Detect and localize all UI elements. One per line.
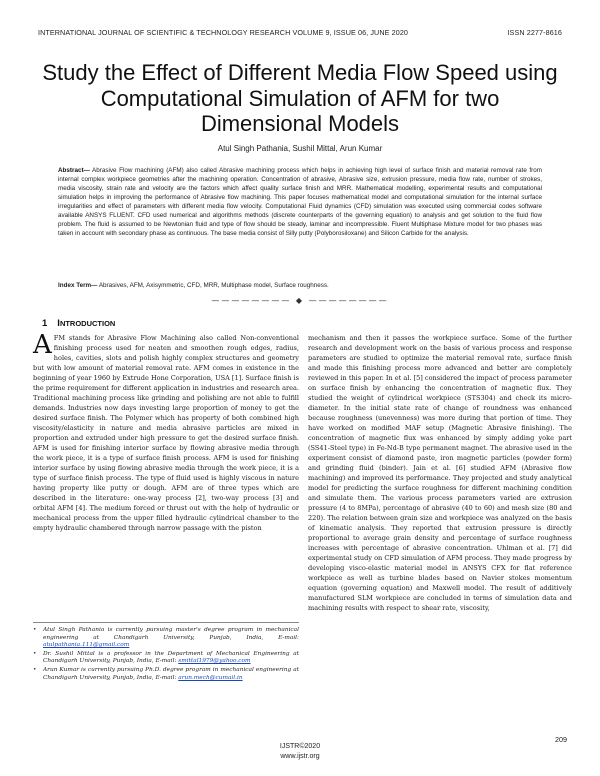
drop-cap: A <box>33 330 52 360</box>
abstract <box>58 166 542 238</box>
footnote-rule <box>33 622 299 623</box>
footnote-item <box>33 667 299 682</box>
paper-title: Study the Effect of Different Media Flow Speed using Computational Simulation of AFM for two Dimensional Models <box>42 60 558 136</box>
section-heading <box>42 318 115 329</box>
intro-paragraph <box>33 330 299 533</box>
author-email-link[interactable]: smittal1979@yahoo.com <box>178 658 251 665</box>
footnote-bullet: • <box>33 650 37 657</box>
section-separator: ———————— ◆ ———————— <box>211 296 389 305</box>
journal-name: INTERNATIONAL JOURNAL OF SCIENTIFIC & TECHNOLOGY RESEARCH VOLUME 9, ISSUE 06, JUNE 2020 <box>38 28 409 37</box>
section-title-initial: I <box>57 318 60 329</box>
index-terms-text: Abrasives, AFM, Axisymmetric, CFD, MRR, Multiphase model, Surface roughness. <box>97 282 329 289</box>
abstract-text: Abrasive Flow machining (AFM) also called Abrasive machining process which helps in achieving high level of surface finish and material removal rate from internal complex workpiece geometries after the machining operation. Concentration of abrasive, Abrasive size, extrusion pressure, media flow rate, number of strokes, media viscosity, strain rate and velocity are the factors which affect quality surface finish and MRR. Mathematical modelling, experimental results and computational simulation helps in improving the performance of Abrasive flow machining. This paper focuses mathematical model and computational simulation for the internal surface irregularities and effect of parameters with different media flow velocity. Computational Fluid dynamics (CFD) simulation was executed using commercial codes software available ANSYS FLUENT. CFD used numerical and algorithms methods (discrete counterparts of the governing equation) to analysis and get solution to the fluid flow problem. The fluid is assumed to be Newtonian fluid and type of flow should be steady, laminar and incompressible. Fluent Multiphase Mixture model for two phases was taken in account with secondary phase as continuous. The base media consist of Silly putty (Polyborosiloxane) and Silicon Carbide for the analysis. <box>58 167 542 238</box>
footnote-text: Arun Kumar is currently pursuing Ph.D. degree program in mechanical engineering at Chandigarh University, Punjab, India, E-mail: <box>43 666 299 681</box>
abstract-label: Abstract— <box>58 167 90 174</box>
right-column <box>308 333 572 613</box>
right-column-paragraph: mechanism and then it passes the workpiece surface. Some of the further research and development work on the basis of various process and response parameters are studied to optimize the material removal rate, surface finish and made this finishing process more advanced and better are completely reviewed in this paper. In et al. [5] considered the impact of process parameter on surface finish by enhancing the concentration of magnetic flux. They studied the weight of cylindrical workpiece (STS304) and check its micro-diameter. In the initial state rate of change of roundness was enhanced because roughness (unevenness) was more during that portion of time. They have worked on modified MAF setup (Magnetic Abrasive finishing). The concentration of magnetic flux was enhanced by simply adding yoke part (SS41-Steel type) in Fe-Nd-B type permanent magnet. The abrasive used in the experiment consist of diamond paste, iron magnetic particles (powder form) and grinding fluid (binder). Jain et al. [6] studied AFM (Abrasive flow machining) and improved its performance. They projected and study analytical model for predicting the surface roughness for different machining condition and simulate them. The various process parameters varied are extrusion pressure (4 to 8MPa), percentage of abrasive (40 to 60) and mesh size (80 and 220). The relation between grain size and workpiece was analyzed on the basis of kinematic analysis. They reported that extrusion pressure is directly proportional to average grain density and percentage of surface roughness increases with percentage of abrasive concentration. Uhlman et al. [7] did experimental study on CFD simulation of AFM process. They made progress by developing visco-elastic material model in ANSYS CFX for flat reference workpiece as well as turbine blades based on Navier stokes momentum equation (governing equation) and Maxwell model. The result of additively manufactured SLM workpiece are concluded in terms of simulation data and machining results with respect to shear rate, viscosity, <box>308 334 573 612</box>
issn: ISSN 2277-8616 <box>507 28 562 37</box>
copyright-notice: IJSTR©2020 <box>279 743 321 750</box>
footnote-bullet: • <box>33 627 37 633</box>
index-terms <box>58 282 542 289</box>
left-column <box>33 330 299 533</box>
section-number: 1 <box>42 318 48 329</box>
author-list: Atul Singh Pathania, Sushil Mittal, Arun Kumar <box>217 144 383 153</box>
author-email-link[interactable]: arun.mech@cumail.in <box>178 674 243 681</box>
footnote-text: Dr. Sushil Mittal is a professor in the Department of Mechanical Engineering at Chandigarh University, Punjab, India, E-mail: <box>43 650 299 665</box>
footnote-item <box>33 651 299 666</box>
page-footer <box>0 742 600 762</box>
footnote-text: Atul Singh Pathania is currently pursuing master's degree program in mechanical engineering at Chandigarh University, Punjab, India, E-mail: <box>43 627 299 641</box>
section-title-rest: NTRODUCTION <box>59 319 116 328</box>
intro-text: FM stands for Abrasive Flow Machining also called Non-conventional finishing process used for neaten and smoothen rough edges, radius, holes, cavities, slots and polish highly complex structures and geometry but with low amount of material removal rate. AFM comes in existence in the beginning of year 1960 by Extrude Hone Corporation, USA [1]. Surface finish is the prime requirement for different application in industries and research area. Traditional machining process like grinding and polishing are not able to fulfill demands. Industries now days investing large proportion of money to get the desired surface finish. The Polymer which has property of both combined high viscosity/elasticity in nature and media abrasive particles are mixed in proportion and extruded under high pressure to get the desired surface finish. AFM is used for finishing interior surface by flowing abrasive media through the work piece, it is a type of surface finish process. AFM is used for finishing interior surface by using flowing abrasive media through the work piece, it is a type of surface finish process. The type of fluid used is highly viscous in nature having property like putty or dough. AFM are of three types which are described in the literature: one-way process [2], two-way process [3] and orbital AFM [4]. The medium forced or thrust out with the help of hydraulic or mechanical process from the upper filled hydraulic cylindrical chamber to the empty hydraulic chambered through narrow passage with the piston <box>33 334 299 532</box>
footnote-item <box>33 627 299 650</box>
footnote-bullet: • <box>33 666 37 673</box>
journal-website[interactable]: www.ijstr.org <box>280 753 320 760</box>
author-footnotes <box>33 627 299 683</box>
author-email-link[interactable]: atulpathania.111@gmail.com <box>43 642 130 649</box>
index-terms-label: Index Term— <box>58 282 98 289</box>
page-number: 209 <box>555 735 567 744</box>
